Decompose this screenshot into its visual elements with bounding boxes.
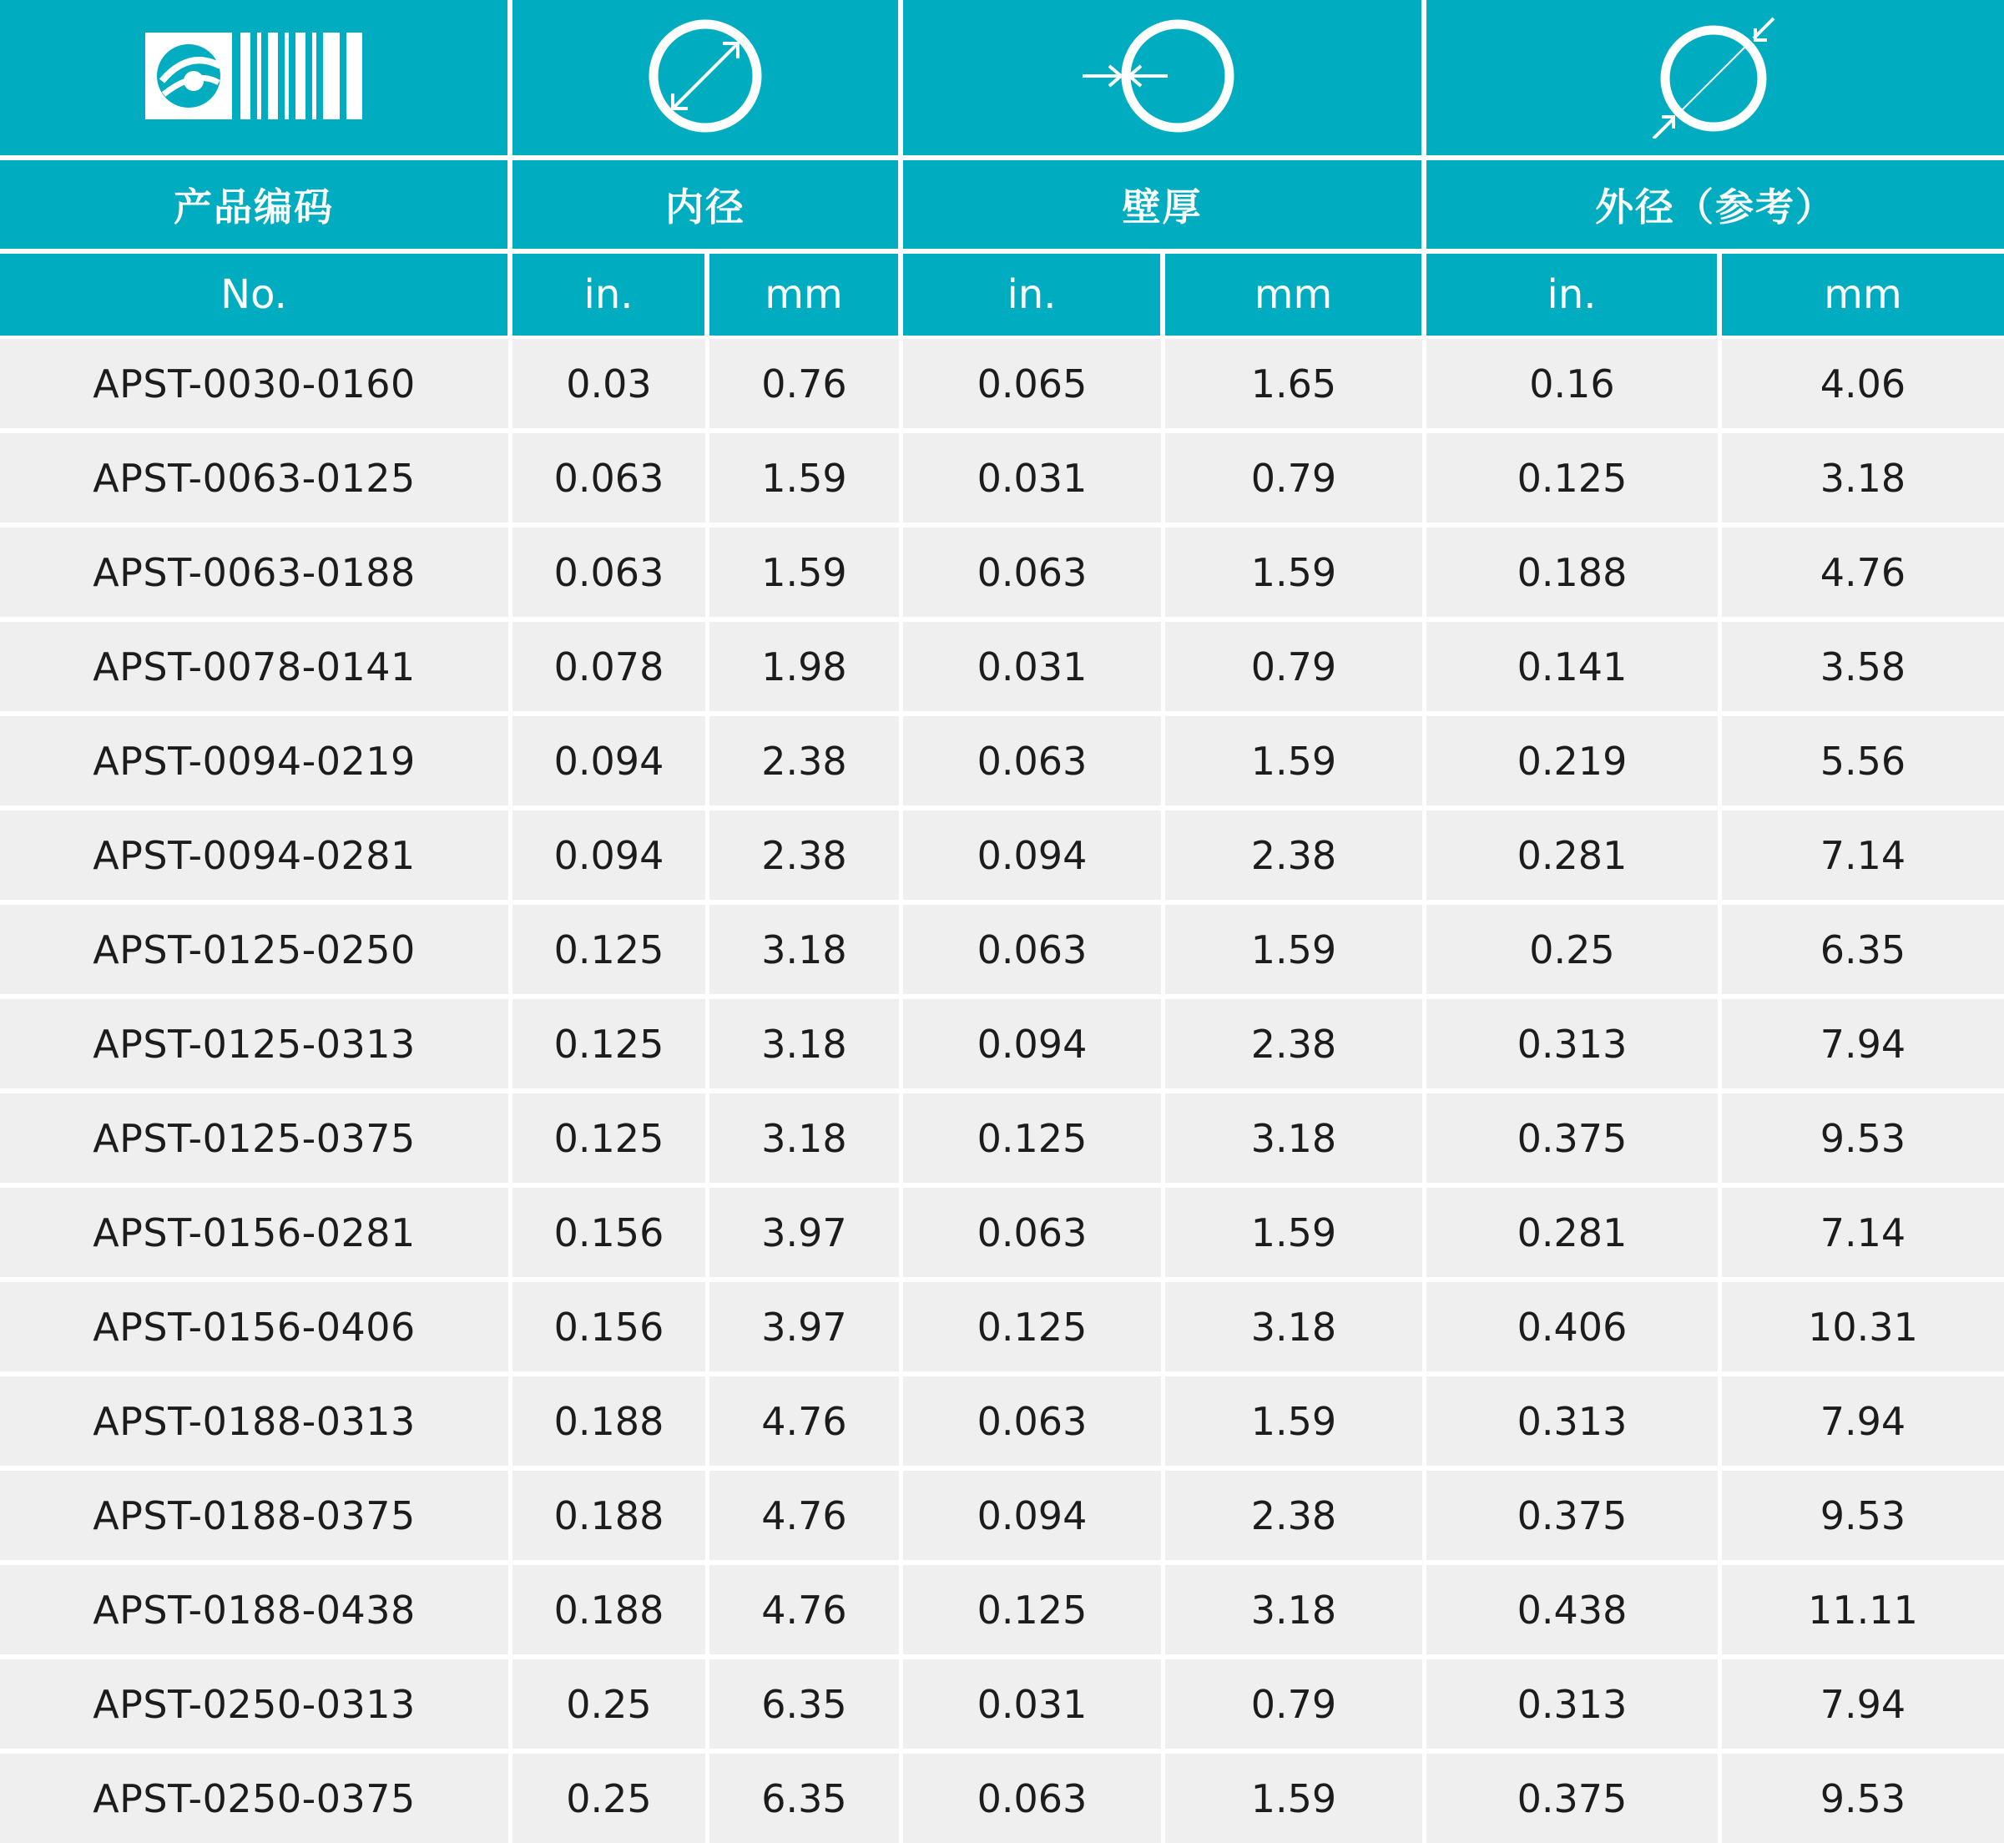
inner-diameter-in-cell: 0.03 <box>512 339 709 433</box>
outer-diameter-mm-cell: 7.14 <box>1722 1188 2004 1282</box>
wall-thickness-mm-cell: 1.59 <box>1165 905 1426 999</box>
outer-diameter-mm-cell: 3.58 <box>1722 622 2004 716</box>
wall-thickness-in-cell: 0.031 <box>903 1659 1165 1754</box>
product-code-cell: APST-0094-0219 <box>0 716 512 810</box>
inner-diameter-in-cell: 0.25 <box>512 1754 709 1848</box>
outer-diameter-mm-cell: 11.11 <box>1722 1565 2004 1659</box>
wall-thickness-mm-cell: 2.38 <box>1165 1471 1426 1565</box>
wall-thickness-in-cell: 0.063 <box>903 905 1165 999</box>
outer-diameter-in-cell: 0.438 <box>1426 1565 1722 1659</box>
outer-diameter-mm-cell: 5.56 <box>1722 716 2004 810</box>
product-code-cell: APST-0125-0375 <box>0 1093 512 1188</box>
inner-diameter-icon <box>643 13 768 139</box>
product-code-cell: APST-0250-0375 <box>0 1754 512 1848</box>
table-row <box>0 1093 2004 1188</box>
icon-header-row <box>0 0 2004 160</box>
table-row <box>0 433 2004 528</box>
outer-diameter-in-cell: 0.188 <box>1426 528 1722 622</box>
outer-diameter-in-cell: 0.281 <box>1426 1188 1722 1282</box>
outer-diameter-in-cell: 0.375 <box>1426 1471 1722 1565</box>
outer-diameter-in-cell: 0.375 <box>1426 1093 1722 1188</box>
table-row <box>0 716 2004 810</box>
outer-diameter-in-cell: 0.313 <box>1426 999 1722 1093</box>
wall-thickness-mm-cell: 3.18 <box>1165 1282 1426 1376</box>
product-code-cell: APST-0030-0160 <box>0 339 512 433</box>
inner-diameter-in-unit: in. <box>512 254 709 339</box>
product-code-cell: APST-0188-0313 <box>0 1376 512 1471</box>
inner-diameter-in-cell: 0.25 <box>512 1659 709 1754</box>
inner-diameter-mm-cell: 3.18 <box>709 1093 903 1188</box>
wall-thickness-mm-cell: 2.38 <box>1165 999 1426 1093</box>
wall-thickness-mm-cell: 1.59 <box>1165 1376 1426 1471</box>
inner-diameter-in-cell: 0.156 <box>512 1282 709 1376</box>
table-row <box>0 528 2004 622</box>
table-row <box>0 1471 2004 1565</box>
title-header-row <box>0 160 2004 254</box>
wall-thickness-mm-cell: 1.59 <box>1165 1188 1426 1282</box>
wall-thickness-mm-cell: 3.18 <box>1165 1093 1426 1188</box>
product-code-cell: APST-0094-0281 <box>0 810 512 905</box>
outer-diameter-in-cell: 0.125 <box>1426 433 1722 528</box>
inner-diameter-mm-cell: 3.18 <box>709 999 903 1093</box>
outer-diameter-in-cell: 0.281 <box>1426 810 1722 905</box>
inner-diameter-mm-cell: 0.76 <box>709 339 903 433</box>
inner-diameter-mm-cell: 6.35 <box>709 1754 903 1848</box>
inner-diameter-in-cell: 0.188 <box>512 1471 709 1565</box>
wall-thickness-mm-cell: 2.38 <box>1165 810 1426 905</box>
outer-diameter-in-cell: 0.313 <box>1426 1376 1722 1471</box>
wall-thickness-mm-cell: 1.65 <box>1165 339 1426 433</box>
outer-diameter-mm-cell: 7.14 <box>1722 810 2004 905</box>
inner-diameter-title: 内径 <box>512 160 903 254</box>
table-row <box>0 810 2004 905</box>
inner-diameter-in-cell: 0.188 <box>512 1565 709 1659</box>
inner-diameter-mm-cell: 1.59 <box>709 528 903 622</box>
wall-thickness-in-cell: 0.094 <box>903 999 1165 1093</box>
wall-thickness-in-cell: 0.031 <box>903 433 1165 528</box>
inner-diameter-in-cell: 0.094 <box>512 716 709 810</box>
wall-thickness-in-cell: 0.031 <box>903 622 1165 716</box>
table-row <box>0 1565 2004 1659</box>
wall-thickness-mm-cell: 1.59 <box>1165 528 1426 622</box>
inner-diameter-mm-cell: 3.18 <box>709 905 903 999</box>
wall-thickness-mm-cell: 3.18 <box>1165 1565 1426 1659</box>
product-code-cell: APST-0078-0141 <box>0 622 512 716</box>
inner-diameter-mm-cell: 2.38 <box>709 810 903 905</box>
outer-diameter-mm-cell: 9.53 <box>1722 1754 2004 1848</box>
inner-diameter-mm-cell: 4.76 <box>709 1565 903 1659</box>
wall-thickness-mm-cell: 0.79 <box>1165 433 1426 528</box>
outer-diameter-icon <box>1648 13 1782 139</box>
wall-thickness-in-cell: 0.063 <box>903 528 1165 622</box>
product-code-cell: APST-0063-0125 <box>0 433 512 528</box>
outer-diameter-title: 外径（参考） <box>1426 160 2004 254</box>
outer-diameter-mm-cell: 9.53 <box>1722 1471 2004 1565</box>
company-logo-icon <box>145 33 362 119</box>
inner-diameter-in-cell: 0.125 <box>512 999 709 1093</box>
table-row <box>0 622 2004 716</box>
product-code-cell: APST-0188-0375 <box>0 1471 512 1565</box>
outer-diameter-in-cell: 0.375 <box>1426 1754 1722 1848</box>
inner-diameter-mm-cell: 1.98 <box>709 622 903 716</box>
outer-diameter-mm-cell: 4.76 <box>1722 528 2004 622</box>
inner-diameter-mm-cell: 4.76 <box>709 1376 903 1471</box>
table-row <box>0 1376 2004 1471</box>
inner-diameter-in-cell: 0.156 <box>512 1188 709 1282</box>
outer-diameter-mm-cell: 10.31 <box>1722 1282 2004 1376</box>
wall-thickness-mm-unit: mm <box>1165 254 1426 339</box>
wall-thickness-in-cell: 0.125 <box>903 1282 1165 1376</box>
no-column-label: No. <box>0 254 512 339</box>
outer-diameter-in-cell: 0.406 <box>1426 1282 1722 1376</box>
outer-diameter-icon-cell <box>1426 0 2004 160</box>
wall-thickness-in-cell: 0.065 <box>903 339 1165 433</box>
wall-thickness-in-cell: 0.063 <box>903 1188 1165 1282</box>
outer-diameter-in-unit: in. <box>1426 254 1722 339</box>
wall-thickness-in-cell: 0.063 <box>903 716 1165 810</box>
outer-diameter-mm-cell: 9.53 <box>1722 1093 2004 1188</box>
inner-diameter-icon-cell <box>512 0 903 160</box>
product-code-cell: APST-0156-0281 <box>0 1188 512 1282</box>
table-row <box>0 1282 2004 1376</box>
wall-thickness-mm-cell: 0.79 <box>1165 1659 1426 1754</box>
product-code-cell: APST-0063-0188 <box>0 528 512 622</box>
wall-thickness-in-cell: 0.094 <box>903 1471 1165 1565</box>
inner-diameter-in-cell: 0.094 <box>512 810 709 905</box>
inner-diameter-in-cell: 0.063 <box>512 433 709 528</box>
outer-diameter-mm-cell: 7.94 <box>1722 999 2004 1093</box>
wall-thickness-in-cell: 0.125 <box>903 1565 1165 1659</box>
inner-diameter-in-cell: 0.125 <box>512 1093 709 1188</box>
inner-diameter-mm-cell: 2.38 <box>709 716 903 810</box>
wall-thickness-in-unit: in. <box>903 254 1165 339</box>
product-code-cell: APST-0125-0250 <box>0 905 512 999</box>
table-row <box>0 999 2004 1093</box>
product-code-cell: APST-0125-0313 <box>0 999 512 1093</box>
wall-thickness-mm-cell: 0.79 <box>1165 622 1426 716</box>
product-code-cell: APST-0188-0438 <box>0 1565 512 1659</box>
inner-diameter-in-cell: 0.188 <box>512 1376 709 1471</box>
inner-diameter-mm-unit: mm <box>709 254 903 339</box>
wall-thickness-in-cell: 0.063 <box>903 1376 1165 1471</box>
outer-diameter-in-cell: 0.313 <box>1426 1659 1722 1754</box>
code-column-title: 产品编码 <box>0 160 512 254</box>
unit-header-row <box>0 254 2004 339</box>
outer-diameter-mm-cell: 4.06 <box>1722 339 2004 433</box>
inner-diameter-mm-cell: 4.76 <box>709 1471 903 1565</box>
outer-diameter-mm-cell: 3.18 <box>1722 433 2004 528</box>
wall-thickness-title: 壁厚 <box>903 160 1426 254</box>
outer-diameter-mm-cell: 7.94 <box>1722 1376 2004 1471</box>
table-row <box>0 1754 2004 1848</box>
inner-diameter-in-cell: 0.125 <box>512 905 709 999</box>
wall-thickness-in-cell: 0.063 <box>903 1754 1165 1848</box>
inner-diameter-in-cell: 0.078 <box>512 622 709 716</box>
outer-diameter-mm-cell: 6.35 <box>1722 905 2004 999</box>
inner-diameter-mm-cell: 1.59 <box>709 433 903 528</box>
outer-diameter-in-cell: 0.219 <box>1426 716 1722 810</box>
outer-diameter-in-cell: 0.16 <box>1426 339 1722 433</box>
outer-diameter-in-cell: 0.141 <box>1426 622 1722 716</box>
product-code-cell: APST-0250-0313 <box>0 1659 512 1754</box>
outer-diameter-in-cell: 0.25 <box>1426 905 1722 999</box>
wall-thickness-mm-cell: 1.59 <box>1165 1754 1426 1848</box>
product-code-cell: APST-0156-0406 <box>0 1282 512 1376</box>
inner-diameter-mm-cell: 3.97 <box>709 1282 903 1376</box>
wall-thickness-icon <box>1079 13 1246 139</box>
wall-thickness-icon-cell <box>903 0 1426 160</box>
outer-diameter-mm-unit: mm <box>1722 254 2004 339</box>
inner-diameter-mm-cell: 3.97 <box>709 1188 903 1282</box>
table-row <box>0 1188 2004 1282</box>
wall-thickness-mm-cell: 1.59 <box>1165 716 1426 810</box>
wall-thickness-in-cell: 0.094 <box>903 810 1165 905</box>
logo-cell <box>0 0 512 160</box>
inner-diameter-mm-cell: 6.35 <box>709 1659 903 1754</box>
outer-diameter-mm-cell: 7.94 <box>1722 1659 2004 1754</box>
table-row <box>0 339 2004 433</box>
table-row <box>0 1659 2004 1754</box>
inner-diameter-in-cell: 0.063 <box>512 528 709 622</box>
wall-thickness-in-cell: 0.125 <box>903 1093 1165 1188</box>
table-row <box>0 905 2004 999</box>
